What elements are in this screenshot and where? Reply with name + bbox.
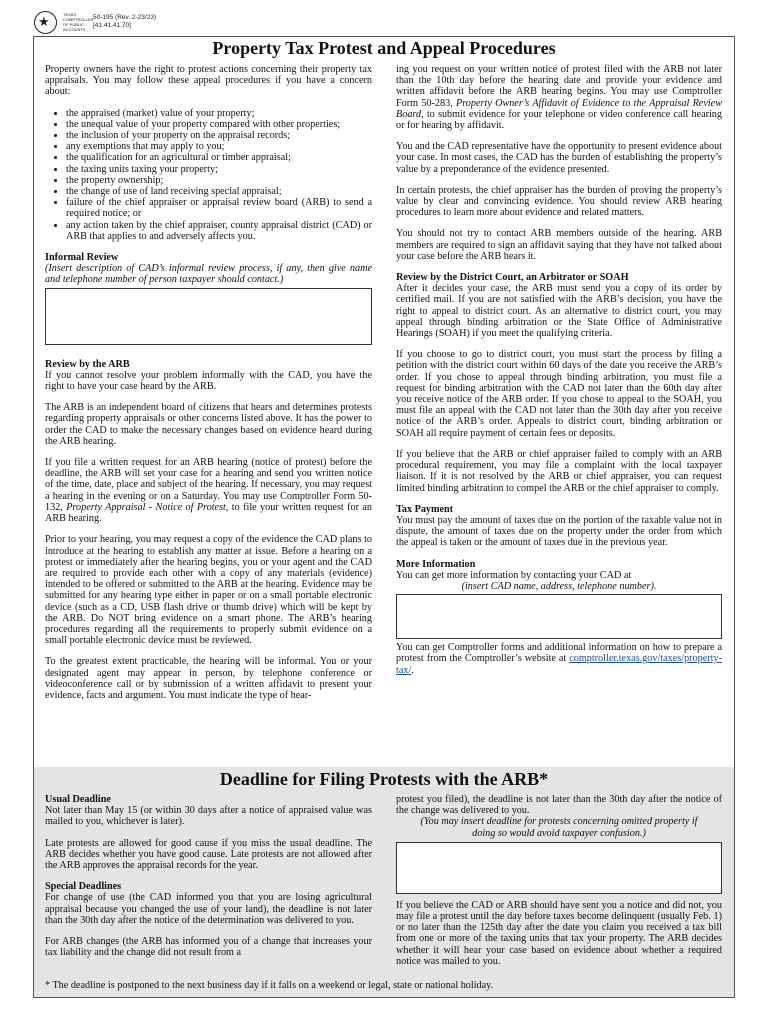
deadline-right-column — [396, 794, 722, 967]
list-item: • the inclusion of your property on the appraisal records; — [66, 130, 372, 141]
arb-changes-continued: protest you filed), the deadline is not later than the 30th day after the notice of the change was delivered to you. — [396, 794, 722, 817]
list-item: • any action taken by the chief appraiser, county appraisal district (CAD) or ARB that applies to and adversely affects you. — [66, 220, 372, 242]
list-item: • the property ownership; — [66, 175, 372, 186]
intro-paragraph: Property owners have the right to protest actions concerning their property tax appraisals. You may follow these appeal procedures if you have a concern about: — [45, 64, 372, 98]
usual-deadline-paragraph: Not later than May 15 (or within 30 days after a notice of appraised value was mailed to you, whichever is later). — [45, 805, 372, 828]
list-item: • any exemptions that may apply to you; — [66, 141, 372, 152]
list-item: • the change of use of land receiving special appraisal; — [66, 186, 372, 197]
tax-payment-heading: Tax Payment — [396, 503, 454, 515]
arb-paragraph-4: Prior to your hearing, you may request a copy of the evidence the CAD plans to introduce at the hearing to establish any matter at issue. Before a hearing on a protest or immediately after the hearing begins, you or your agent and the CAD are required to provide each other with a copy of any materials (evidence) intended to be offered or submitted to the ARB at the hearing. Evidence may be submitted for any hearing type either in paper or on a small portable electronic device (such as a CD, USB flash drive or thumb drive) which will be kept by the ARB. Do NOT bring evidence on a smart phone. The ARB’s hearing procedures regarding all the requirements to properly submit evidence on a small portable electronic device must be reviewed. — [45, 534, 372, 647]
left-column — [45, 64, 372, 711]
form-header — [34, 9, 156, 35]
more-info-heading: More Information — [396, 558, 476, 570]
form-codes: [41.41,41.70] — [93, 22, 131, 29]
list-item: • the unequal value of your property compared with other properties; — [66, 119, 372, 130]
deadline-left-column — [45, 794, 372, 958]
form-number: 50-195 (Rev. 2-23/23) — [93, 14, 157, 21]
arb-paragraph-2: The ARB is an independent board of citizens that hears and determines protests regarding property appraisals or other concerns listed above. It has the power to order the CAD to make the necessary changes based on evidence heard during the ARB hearing. — [45, 402, 372, 447]
list-item: • the taxing units taxing your property; — [66, 164, 372, 175]
right-column — [396, 64, 722, 686]
late-protest-paragraph: Late protests are allowed for good cause if you miss the usual deadline. The ARB decides whether you have good cause. Late protests are not allowed after the ARB approves the appraisal records for the year. — [45, 837, 372, 872]
court-paragraph-1: After it decides your case, the ARB must send you a copy of its order by certified mail. If you are not satisfied with the ARB’s decision, you have the right to appeal to district court. As an alternative to district court, you may appeal through binding arbitration or the State Office of Administrative Hearings (SOAH) if you meet the qualifying criteria. — [396, 283, 722, 340]
comptroller-paragraph: You can get Comptroller forms and additional information on how to prepare a protest from the Comptroller’s website at comptroller.texas.gov/taxes/property-tax/. — [396, 642, 722, 676]
seal-caption: TEXAS COMPTROLLER OF PUBLIC ACCOUNTS — [63, 12, 94, 32]
more-info-note: (insert CAD name, address, telephone number). — [461, 580, 657, 592]
informal-review-note: (Insert description of CAD’s informal review process, if any, then give name and telephone number of person taxpayer should contact.) — [45, 263, 372, 286]
contact-paragraph: You should not try to contact ARB members outside of the hearing. ARB members are required to sign an affidavit saying that they have not talked about your case before the ARB hears it. — [396, 228, 722, 262]
omitted-property-field[interactable] — [396, 842, 722, 894]
court-paragraph-2: If you choose to go to district court, you must start the process by filing a petition with the district court within 60 days of the date you receive the ARB’s order. If you chose to appeal through binding arbitration, you must file a request for binding arbitration with the CAD not later than the 60th day after you receive notice of the ARB order. If you chose to appeal to the SOAH, you must file an appeal with the CAD not later than the 30th day after you receive notice of the ARB’s order. Appeals to district court, binding arbitration or SOAH all require payment of certain fees or deposits. — [396, 349, 722, 439]
arb-paragraph-1: If you cannot resolve your problem informally with the CAD, you have the right to have your case heard by the ARB. — [45, 369, 372, 393]
cad-contact-field[interactable] — [396, 594, 722, 639]
concern-list — [45, 108, 372, 242]
list-item: • the appraised (market) value of your property; — [66, 108, 372, 119]
informal-review-field[interactable] — [45, 288, 372, 345]
arb-paragraph-5: To the greatest extent practicable, the hearing will be informal. You or your designated agent may appear in person, by telephone conference or videoconference call or by submission of a written affidavit to present your evidence, facts and argument. You must indicate the type of hear- — [45, 656, 372, 701]
arb-paragraph-3: If you file a written request for an ARB hearing (notice of protest) before the deadline, the ARB will set your case for a hearing and send you written notice of the time, date, place and subject of the hearing. If necessary, you may request a hearing in the evening or on a Saturday. You may use Comptroller Form 50-132, Property Appraisal - Notice of Protest, to file your written request for an ARB hearing. — [45, 457, 372, 525]
evidence-paragraph: You and the CAD representative have the opportunity to present evidence about your case. In most cases, the CAD has the burden of establishing the property’s value by a preponderance of the evidence presented. — [396, 141, 722, 175]
form-id — [93, 14, 156, 30]
more-info-paragraph: You can get more information by contacting your CAD at — [396, 569, 632, 581]
arb-review-heading: Review by the ARB — [45, 358, 130, 370]
notice-not-sent-paragraph: If you believe the CAD or ARB should have sent you a notice and did not, you may file a protest until the day before taxes become delinquent (usually Feb. 1) or no later than the 125th day after the date you claim you received a tax bill from one or more of the taxing units that tax your property. The ARB decides whether it will hear your case based on evidence about whether a required notice was mailed to you. — [396, 899, 722, 967]
court-paragraph-3: If you believe that the ARB or chief appraiser failed to comply with an ARB procedural requirement, you may file a complaint with the local taxpayer liaison. If it is not resolved by the ARB or chief appraiser, you can request limited binding arbitration to compel the ARB or the chief appraiser to comply. — [396, 448, 722, 494]
court-review-heading: Review by the District Court, an Arbitrator or SOAH — [396, 272, 629, 284]
informal-review-heading: Informal Review — [45, 252, 119, 264]
deadline-title: Deadline for Filing Protests with the ARB* — [219, 769, 549, 789]
comptroller-website-link[interactable]: comptroller.texas.gov/taxes/property-tax/ — [396, 653, 722, 676]
list-item: • the qualification for an agricultural or timber appraisal; — [66, 152, 372, 163]
burden-paragraph: In certain protests, the chief appraiser has the burden of proving the property’s value by clear and convincing evidence. You should review ARB hearing procedures to learn more about evidence and related matters. — [396, 184, 722, 219]
change-of-use-paragraph: For change of use (the CAD informed you that you are losing agricultural appraisal because you changed the use of your land), the deadline is not later than the 30th day after the notice of the determination was delivered to you. — [45, 892, 372, 926]
omitted-property-note: (You may insert deadline for protests concerning omitted property if doing so would avoid taxpayer confusion.) — [420, 816, 698, 839]
list-item: • failure of the chief appraiser or appraisal review board (ARB) to send a required notice; or — [66, 197, 372, 219]
arb-changes-paragraph: For ARB changes (the ARB has informed you of a change that increases your tax liability and the change did not result from a — [45, 936, 372, 959]
footnote: * The deadline is postponed to the next business day if it falls on a weekend or legal, state or national holiday. — [45, 980, 494, 991]
form-50-132-title: Property Appraisal - Notice of Protest, — [66, 501, 229, 513]
form-50-283-title: Property Owner’s Affidavit of Evidence to the Appraisal Review Board, — [396, 97, 722, 120]
comptroller-seal-icon — [34, 11, 57, 34]
page-title: Property Tax Protest and Appeal Procedures — [212, 38, 556, 58]
tax-payment-paragraph: You must pay the amount of taxes due on the portion of the taxable value not in dispute, the amount of taxes due on the property under the order from which the appeal is taken or the amount of taxes due in the previous year. — [396, 514, 722, 549]
usual-deadline-heading: Usual Deadline — [45, 794, 111, 805]
hearing-paragraph: ing you request on your written notice of protest filed with the ARB not later than the 10th day before the hearing date and provide your evidence and written affidavit before the ARB hearing begins. You may use Comptroller Form 50-283, Property Owner’s Affidavit of Evidence to the Appraisal Review Board, to submit evidence for your telephone or video conference call hearing or for hearing by affidavit. — [396, 64, 722, 132]
special-deadlines-heading: Special Deadlines — [45, 881, 122, 893]
